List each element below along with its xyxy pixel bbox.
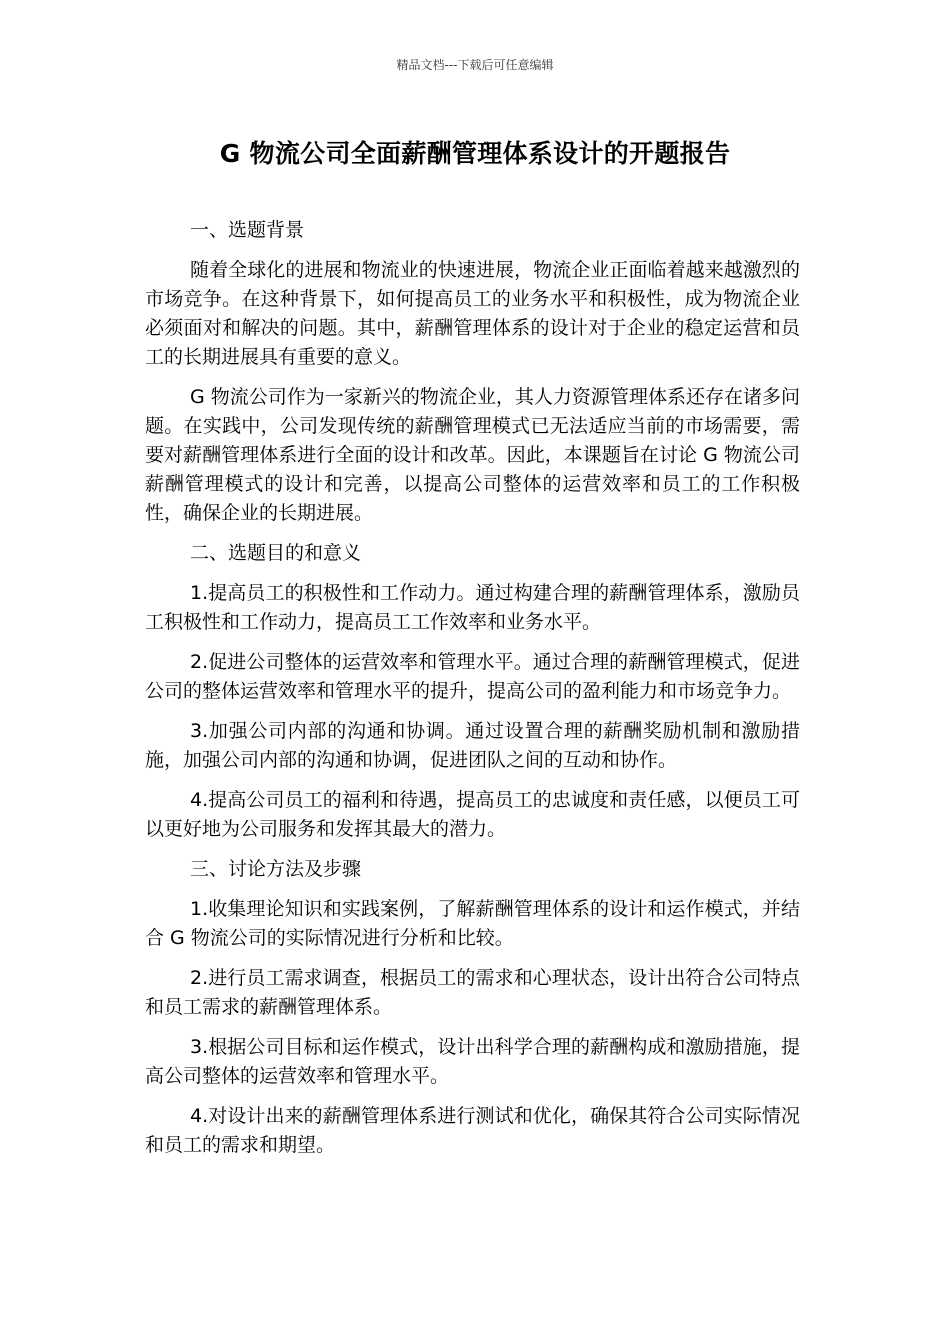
list-item: 4.对设计出来的薪酬管理体系进行测试和优化，确保其符合公司实际情况和员工的需求和期望。	[145, 1105, 800, 1156]
document-body	[145, 216, 800, 1171]
list-item: 2.促进公司整体的运营效率和管理水平。通过合理的薪酬管理模式，促进公司的整体运营效率和管理水平的提升，提高公司的盈利能力和市场竞争力。	[145, 651, 800, 702]
page-header: 精品文档---下载后可任意编辑	[396, 58, 554, 72]
list-item: 1.提高员工的积极性和工作动力。通过构建合理的薪酬管理体系，激励员工积极性和工作动力，提高员工工作效率和业务水平。	[145, 582, 800, 633]
document-title: G 物流公司全面薪酬管理体系设计的开题报告	[219, 139, 731, 168]
list-item: 3.加强公司内部的沟通和协调。通过设置合理的薪酬奖励机制和激励措施，加强公司内部的沟通和协调，促进团队之间的互动和协作。	[145, 720, 800, 771]
paragraph: G 物流公司作为一家新兴的物流企业，其人力资源管理体系还存在诸多问题。在实践中，公司发现传统的薪酬管理模式已无法适应当前的市场需要，需要对薪酬管理体系进行全面的设计和改革。因此，本课题旨在讨论 G 物流公司薪酬管理模式的设计和完善，以提高公司整体的运营效率和员工的工作积极性，确保企业的长期进展。	[145, 386, 800, 524]
section-heading-methods: 三、讨论方法及步骤	[190, 858, 362, 880]
section-heading-background: 一、选题背景	[190, 219, 305, 241]
list-item: 2.进行员工需求调查，根据员工的需求和心理状态，设计出符合公司特点和员工需求的薪酬管理体系。	[145, 967, 800, 1018]
section-heading-purpose: 二、选题目的和意义	[190, 542, 362, 564]
paragraph: 随着全球化的进展和物流业的快速进展，物流企业正面临着越来越激烈的市场竞争。在这种背景下，如何提高员工的业务水平和积极性，成为物流企业必须面对和解决的问题。其中，薪酬管理体系的设计对于企业的稳定运营和员工的长期进展具有重要的意义。	[145, 259, 800, 368]
list-item: 4.提高公司员工的福利和待遇，提高员工的忠诚度和责任感，以便员工可以更好地为公司服务和发挥其最大的潜力。	[145, 789, 800, 840]
list-item: 3.根据公司目标和运作模式，设计出科学合理的薪酬构成和激励措施，提高公司整体的运营效率和管理水平。	[145, 1036, 800, 1087]
list-item: 1.收集理论知识和实践案例，了解薪酬管理体系的设计和运作模式，并结合 G 物流公司的实际情况进行分析和比较。	[145, 898, 800, 949]
